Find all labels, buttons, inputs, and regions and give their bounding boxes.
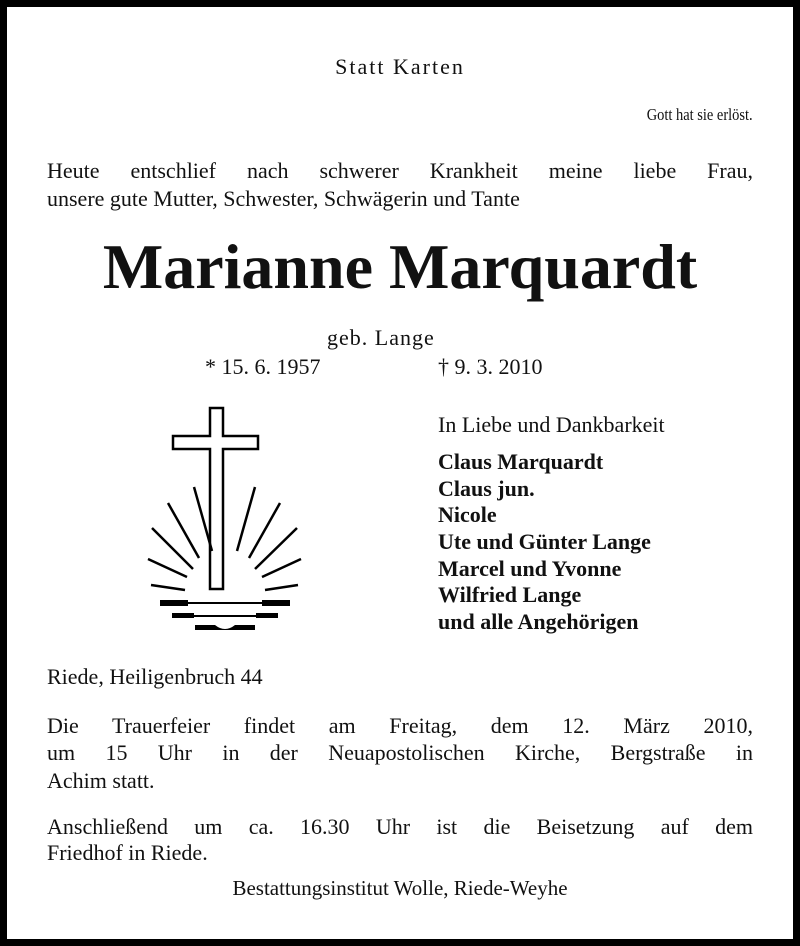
deceased-name: Marianne Marquardt xyxy=(102,231,698,302)
motto: Gott hat sie erlöst. xyxy=(647,105,753,124)
mourner-name: Claus Marquardt xyxy=(438,449,604,474)
service-line: Die Trauerfeier findet am Freitag, dem 12. März 2010, xyxy=(47,713,753,738)
statt-karten: Statt Karten xyxy=(335,54,465,79)
birth-date: * 15. 6. 1957 xyxy=(205,354,321,379)
mourners-heading: In Liebe und Dankbarkeit xyxy=(438,412,665,437)
death-date: † 9. 3. 2010 xyxy=(438,354,543,379)
cross-sunrise-emblem xyxy=(137,403,317,643)
mourner-name: Claus jun. xyxy=(438,476,535,501)
mourner-name: Ute und Günter Lange xyxy=(438,529,651,554)
mourner-name: Wilfried Lange xyxy=(438,582,582,607)
service-line: Achim statt. xyxy=(47,768,155,793)
maiden-name: geb. Lange xyxy=(327,325,435,350)
service-line: um 15 Uhr in der Neuapostolischen Kirche, Bergstraße in xyxy=(47,740,753,765)
intro-line: unsere gute Mutter, Schwester, Schwägerin und Tante xyxy=(47,186,520,211)
intro-line: Heute entschlief nach schwerer Krankheit meine liebe Frau, xyxy=(47,158,753,183)
mourner-name: Nicole xyxy=(438,502,497,527)
undertaker: Bestattungsinstitut Wolle, Riede-Weyhe xyxy=(232,876,568,900)
burial-line: Anschließend um ca. 16.30 Uhr ist die Beisetzung auf dem xyxy=(47,814,753,839)
burial-line: Friedhof in Riede. xyxy=(47,840,208,865)
mourner-name: und alle Angehörigen xyxy=(438,609,639,634)
address: Riede, Heiligenbruch 44 xyxy=(47,664,263,689)
mourner-name: Marcel und Yvonne xyxy=(438,556,622,581)
